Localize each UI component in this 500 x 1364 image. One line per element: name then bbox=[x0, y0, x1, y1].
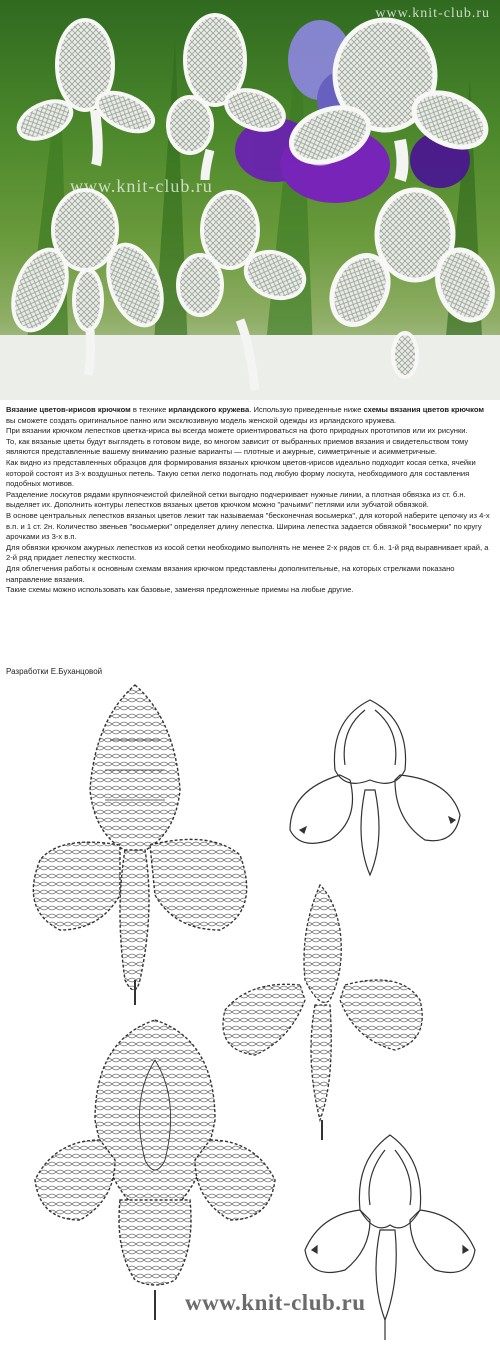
paragraph-7: Для обвязки крючком ажурных лепестков из косой сетки необходимо выполнять не менее 2-х рядов ст. б.н. 1-й ряд выравнивает край, а 2-й ряд придает лепестку жесткости. bbox=[6, 542, 489, 563]
diagram-iris-1 bbox=[33, 685, 246, 1005]
article-text bbox=[6, 405, 494, 596]
bold-term: схемы вязания цветов крючком bbox=[363, 405, 485, 414]
bold-term: ирландского кружева bbox=[168, 405, 250, 414]
watermark-top: www.knit-club.ru bbox=[375, 6, 490, 21]
watermark-mid: www.knit-club.ru bbox=[70, 176, 213, 196]
text-run: в технике bbox=[130, 405, 169, 414]
lace-iris-1 bbox=[13, 20, 159, 165]
photo-illustration bbox=[0, 0, 500, 400]
diagram-iris-3 bbox=[223, 885, 422, 1140]
diagram-iris-4 bbox=[35, 1020, 275, 1320]
paragraph-9: Такие схемы можно использовать как базовые, заменяя предложенные приемы на любые другие. bbox=[6, 585, 354, 595]
paragraph-5: Разделение лоскутов рядами крупноячеистой филейной сетки выгодно подчеркивает нужные линии, а плотная обвязка из ст. б.н. выделяет их. Дополнить контуры лепестков вязаных цветов крючком можно "рачьими" петлями или зубчатой обвязкой. bbox=[6, 489, 466, 510]
paragraph-6: В основе центральных лепестков вязаных цветов лежит так называемая "бесконечная восьмерка", для которой наберите цепочку из 4-х в.п. и 1 ст. 2н. Количество звеньев "восьмерки" определяет длину лепестка. Ширина лепестка задается обвязкой "восьмерки" по кругу арочками из 3-х в.п. bbox=[6, 510, 490, 542]
iris-lace-photo bbox=[0, 0, 500, 400]
crochet-diagrams bbox=[0, 680, 500, 1364]
paragraph-4: Как видно из представленных образцов для формирования вязаных крючком цветов-ирисов идеально подходит косая сетка, ячейки которой состоят из 3-х воздушных петель. Такую сетки легко подогнать под любую форму лоскута, необходимого для составления подобных мотивов. bbox=[6, 457, 476, 489]
paragraph-8: Для облегчения работы к основным схемам вязания крючком представлены дополнительные, на которых стрелками показано направление вязания. bbox=[6, 563, 455, 584]
author-credit: Разработки Е.Буханцовой bbox=[6, 667, 103, 676]
paragraph-intro bbox=[6, 405, 494, 426]
paragraph-2: При вязании крючком лепестков цветка-ириса вы всегда можете ориентироваться на фото природных прототипов или их рисунки. bbox=[6, 426, 468, 436]
paragraph-3: То, как вязаные цветы будут выглядеть в готовом виде, во многом зависит от выбранных приемов вязания и свидетельством тому являются представленные вашему вниманию разные варианты — плотные и ажурные, симметричные и асимметричные. bbox=[6, 436, 469, 457]
diagram-iris-2-arrows bbox=[290, 700, 460, 875]
bold-term: Вязание цветов-ирисов крючком bbox=[6, 405, 131, 414]
watermark-bottom: www.knit-club.ru bbox=[185, 1290, 366, 1315]
text-run: . Использую приведенные ниже bbox=[249, 405, 364, 414]
text-run: вы сможете создать оригинальное панно или эксклюзивную модель женской одежды из ирландского кружева. bbox=[6, 415, 397, 425]
